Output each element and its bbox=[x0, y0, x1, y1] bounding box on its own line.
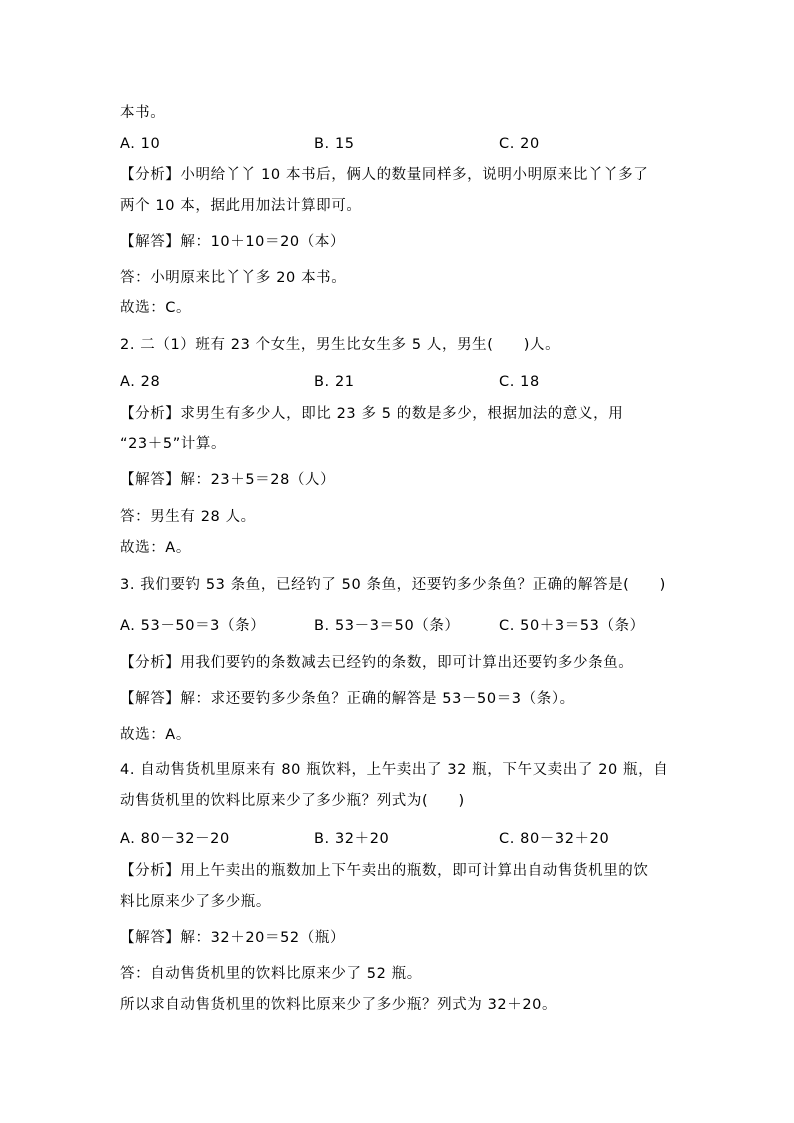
q1-choice: 故选：C。 bbox=[120, 300, 192, 316]
q4-question-line1: 4. 自动售货机里原来有 80 瓶饮料，上午卖出了 32 瓶，下午又卖出了 20 瓶，自 bbox=[120, 762, 669, 778]
q3-analysis: 【分析】用我们要钓的条数减去已经钓的条数，即可计算出还要钓多少条鱼。 bbox=[120, 655, 634, 671]
q4-solution: 【解答】解：32＋20＝52（瓶） bbox=[120, 930, 346, 946]
q4-option-a: A. 80－32－20 bbox=[120, 831, 230, 847]
q4-conclusion: 所以求自动售货机里的饮料比原来少了多少瓶？列式为 32＋20。 bbox=[120, 997, 558, 1013]
q1-analysis-line1: 【分析】小明给丫丫 10 本书后，俩人的数量同样多，说明小明原来比丫丫多了 bbox=[120, 167, 649, 183]
q3-choice: 故选：A。 bbox=[120, 727, 191, 743]
q4-analysis-line1: 【分析】用上午卖出的瓶数加上下午卖出的瓶数，即可计算出自动售货机里的饮 bbox=[120, 863, 649, 879]
q1-option-c: C. 20 bbox=[499, 136, 540, 152]
q1-answer: 答：小明原来比丫丫多 20 本书。 bbox=[120, 270, 347, 286]
q4-answer: 答：自动售货机里的饮料比原来少了 52 瓶。 bbox=[120, 966, 422, 982]
q3-option-a: A. 53－50＝3（条） bbox=[120, 618, 266, 634]
q1-option-a: A. 10 bbox=[120, 136, 161, 152]
q2-option-b: B. 21 bbox=[314, 374, 355, 390]
q1-analysis-line2: 两个 10 本，据此用加法计算即可。 bbox=[120, 198, 362, 214]
q4-analysis-line2: 料比原来少了多少瓶。 bbox=[120, 894, 271, 910]
q2-solution: 【解答】解：23＋5＝28（人） bbox=[120, 472, 336, 488]
q2-question: 2. 二（1）班有 23 个女生，男生比女生多 5 人，男生( )人。 bbox=[120, 337, 561, 353]
q3-question: 3. 我们要钓 53 条鱼，已经钓了 50 条鱼，还要钓多少条鱼？正确的解答是( ) bbox=[120, 577, 666, 593]
q4-option-b: B. 32＋20 bbox=[314, 831, 390, 847]
q1-option-b: B. 15 bbox=[314, 136, 355, 152]
q2-option-a: A. 28 bbox=[120, 374, 161, 390]
q3-solution: 【解答】解：求还要钓多少条鱼？正确的解答是 53－50＝3（条）。 bbox=[120, 691, 575, 707]
q3-option-c: C. 50＋3＝53（条） bbox=[499, 618, 645, 634]
question-fragment: 本书。 bbox=[120, 105, 166, 121]
q2-choice: 故选：A。 bbox=[120, 540, 191, 556]
q2-answer: 答：男生有 28 人。 bbox=[120, 509, 256, 525]
q2-analysis-line2: “23＋5”计算。 bbox=[120, 436, 227, 452]
q4-option-c: C. 80－32＋20 bbox=[499, 831, 610, 847]
q4-question-line2: 动售货机里的饮料比原来少了多少瓶？列式为( ) bbox=[120, 793, 465, 809]
q2-option-c: C. 18 bbox=[499, 374, 540, 390]
q1-solution: 【解答】解：10＋10＝20（本） bbox=[120, 234, 346, 250]
q2-analysis-line1: 【分析】求男生有多少人，即比 23 多 5 的数是多少，根据加法的意义，用 bbox=[120, 406, 624, 422]
q3-option-b: B. 53－3＝50（条） bbox=[314, 618, 460, 634]
